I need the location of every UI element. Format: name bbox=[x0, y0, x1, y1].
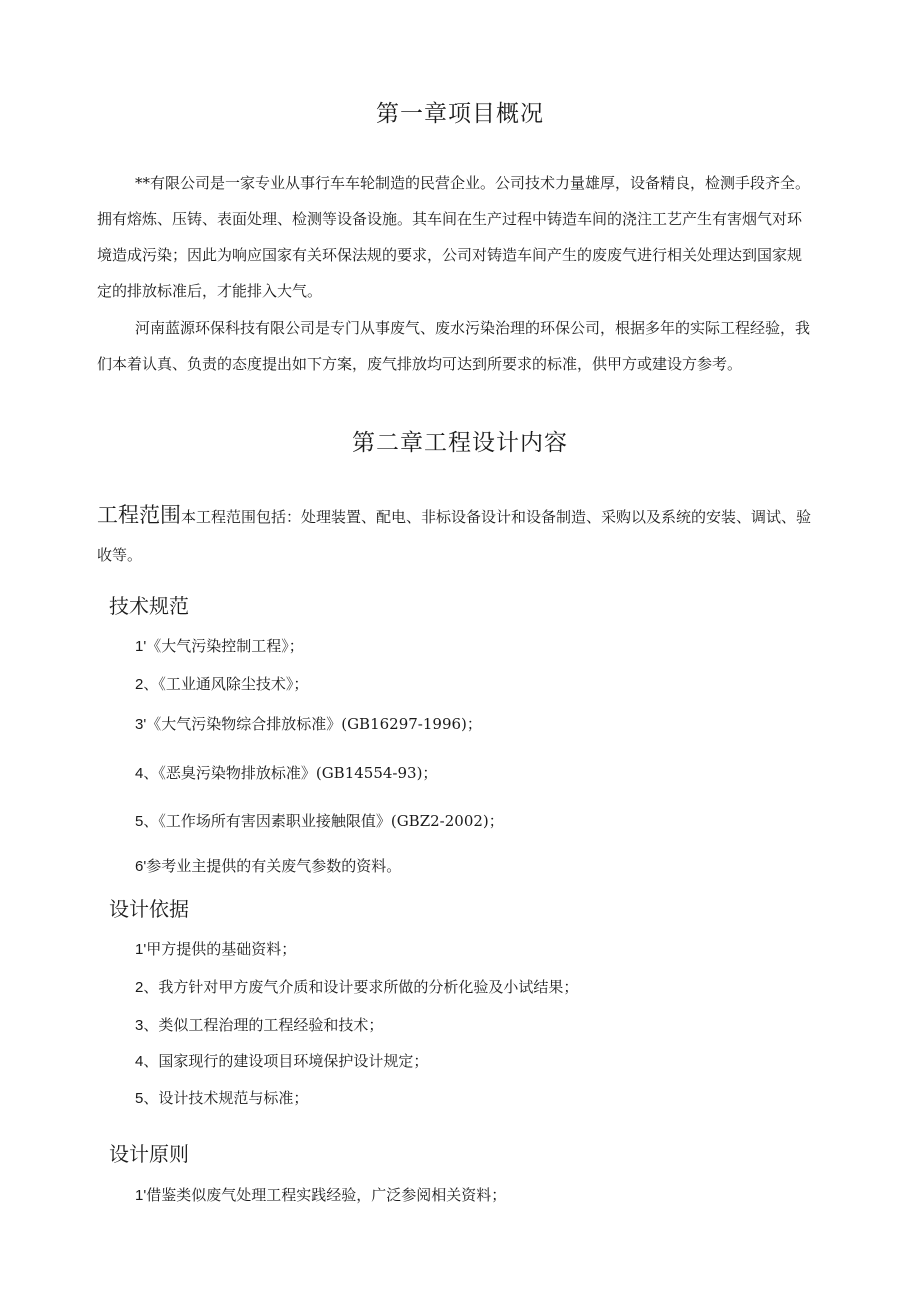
paragraph-2-line-1: 河南蓝源环保科技有限公司是专门从事废气、废水污染治理的环保公司，根据多年的实际工程经验，我 bbox=[135, 319, 811, 337]
scope-paragraph bbox=[97, 499, 811, 529]
tech-spec-item-2 bbox=[135, 673, 308, 694]
paragraph-2-line-2: 们本着认真、负责的态度提出如下方案，废气排放均可达到所要求的标准，供甲方或建设方参考。 bbox=[97, 355, 743, 373]
item-text: 《工业通风除尘技术》； bbox=[158, 675, 309, 693]
item-text: 国家现行的建设项目环境保护设计规定； bbox=[158, 1052, 429, 1070]
item-text: 我方针对甲方废气介质和设计要求所做的分析化验及小试结果； bbox=[158, 978, 579, 996]
design-basis-item-1 bbox=[135, 938, 296, 959]
design-basis-item-3 bbox=[135, 1014, 383, 1035]
design-basis-item-2 bbox=[135, 976, 578, 997]
item-number: 5、 bbox=[135, 813, 159, 830]
item-number: 1' bbox=[135, 638, 147, 655]
item-number: 1' bbox=[135, 941, 147, 958]
tech-spec-item-4 bbox=[135, 762, 437, 783]
item-number: 2、 bbox=[135, 676, 159, 693]
design-principle-item-1 bbox=[135, 1184, 506, 1205]
tech-spec-item-5 bbox=[135, 810, 504, 831]
tech-spec-item-1 bbox=[135, 635, 304, 656]
tech-spec-item-3 bbox=[135, 713, 482, 734]
item-number: 6' bbox=[135, 858, 147, 875]
item-text: 设计技术规范与标准； bbox=[158, 1089, 309, 1107]
item-number: 1' bbox=[135, 1187, 147, 1204]
item-number: 5、 bbox=[135, 1090, 159, 1107]
item-text: 甲方提供的基础资料； bbox=[146, 940, 297, 958]
scope-heading: 工程范围 bbox=[97, 503, 181, 527]
item-text: 《工作场所有害因素职业接触限值》(GBZ2-2002)； bbox=[158, 812, 504, 830]
tech-spec-item-6 bbox=[135, 855, 401, 876]
paragraph-1-line-2: 拥有熔炼、压铸、表面处理、检测等设备设施。其车间在生产过程中铸造车间的浇注工艺产生有害烟气对环 bbox=[97, 210, 803, 228]
design-principles-heading: 设计原则 bbox=[109, 1142, 189, 1166]
item-text: 借鉴类似废气处理工程实践经验，广泛参阅相关资料； bbox=[146, 1186, 507, 1204]
item-number: 3、 bbox=[135, 1017, 159, 1034]
item-number: 4、 bbox=[135, 765, 159, 782]
chapter-1-title: 第一章项目概况 bbox=[376, 101, 544, 127]
paragraph-1-line-3: 境造成污染；因此为响应国家有关环保法规的要求，公司对铸造车间产生的废废气进行相关处理达到国家规 bbox=[97, 246, 803, 264]
item-text: 《恶臭污染物排放标准》(GB14554-93)； bbox=[158, 764, 438, 782]
design-basis-item-4 bbox=[135, 1050, 428, 1071]
item-text: 《大气污染物综合排放标准》(GB16297-1996)； bbox=[146, 715, 482, 733]
tech-specs-heading: 技术规范 bbox=[109, 594, 189, 618]
item-text: 《大气污染控制工程》； bbox=[146, 637, 304, 655]
scope-text-line-1: 本工程范围包括：处理装置、配电、非标设备设计和设备制造、采购以及系统的安装、调试、验 bbox=[181, 508, 812, 526]
design-basis-heading: 设计依据 bbox=[109, 897, 189, 921]
paragraph-1-line-4: 定的排放标准后，才能排入大气。 bbox=[97, 282, 323, 300]
item-text: 类似工程治理的工程经验和技术； bbox=[158, 1016, 384, 1034]
design-basis-item-5 bbox=[135, 1087, 308, 1108]
chapter-2-title: 第二章工程设计内容 bbox=[352, 430, 568, 456]
item-number: 4、 bbox=[135, 1053, 159, 1070]
paragraph-1-line-1: **有限公司是一家专业从事行车车轮制造的民营企业。公司技术力量雄厚，设备精良，检测手段齐全。 bbox=[135, 174, 811, 192]
scope-text-line-2: 收等。 bbox=[97, 546, 143, 564]
item-text: 参考业主提供的有关废气参数的资料。 bbox=[146, 857, 402, 875]
item-number: 2、 bbox=[135, 979, 159, 996]
item-number: 3' bbox=[135, 716, 147, 733]
